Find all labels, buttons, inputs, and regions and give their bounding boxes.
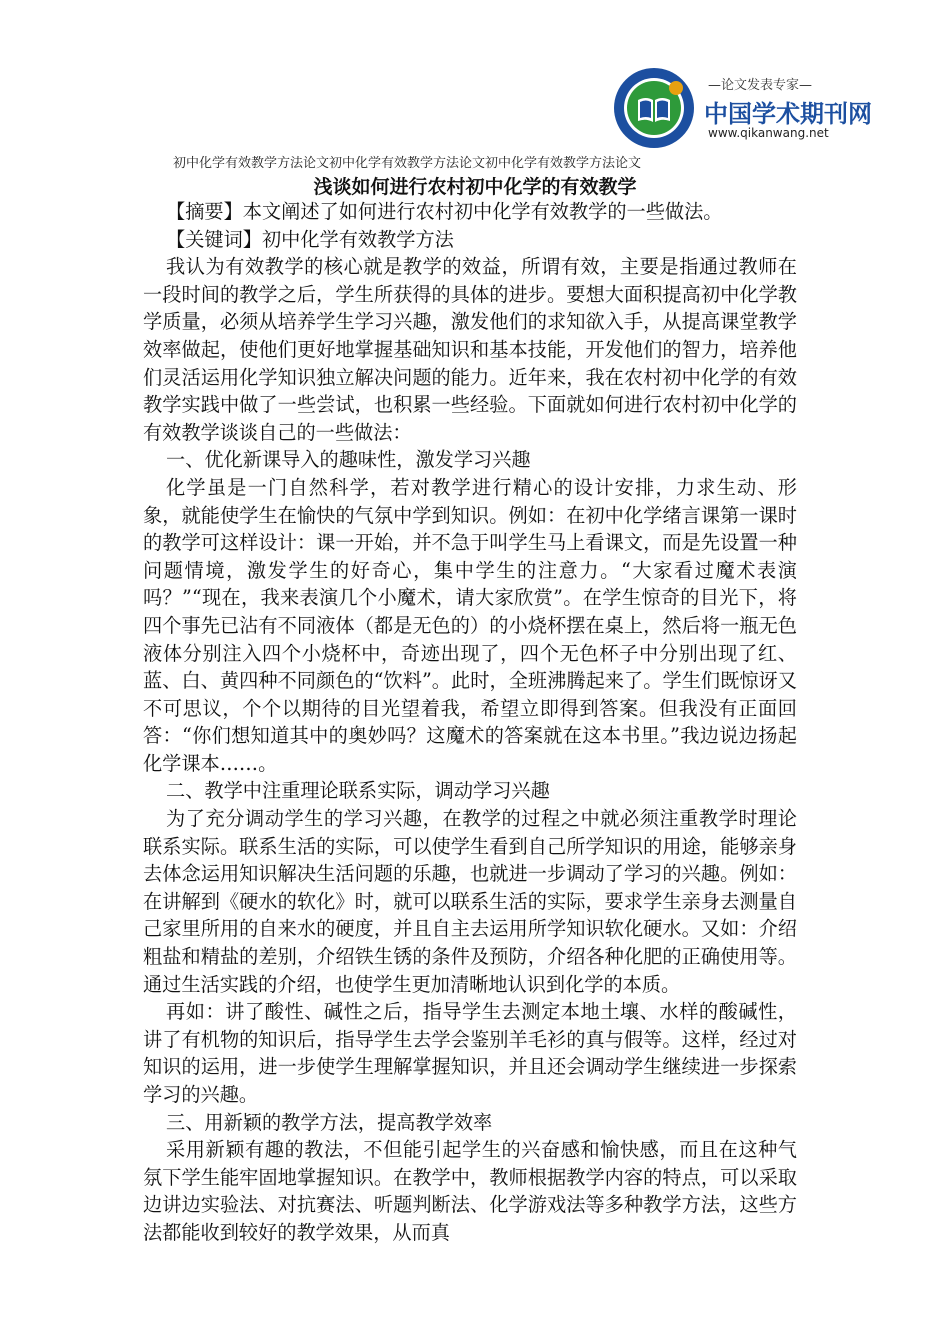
- section-heading: 三、用新颖的教学方法，提高教学效率: [166, 1110, 493, 1134]
- abstract-paragraph: 【摘要】本文阐述了如何进行农村初中化学有效教学的一些做法。: [166, 200, 723, 223]
- section-heading: 一、优化新课导入的趣味性，激发学习兴趣: [166, 448, 531, 472]
- logo-url[interactable]: www.qikanwang.net: [708, 126, 829, 140]
- logo-emblem-icon: [612, 66, 696, 150]
- body-paragraph: 我认为有效教学的核心就是教学的效益，所谓有效，主要是指通过教师在一段时间的教学之后，学生所获得的具体的进步。要想大面积提高初中化学教学质量，必须从培养学生学习兴趣，激发他们的求知欲入手，从提高课堂教学效率做起，使他们更好地掌握基础知识和基本技能，开发他们的智力，培养他们灵活运用化学知识独立解决问题的能力。近年来，我在农村初中化学的有效教学实践中做了一些尝试，也积累一些经验。下面就如何进行农村初中化学的有效教学谈谈自己的一些做法：: [143, 255, 797, 444]
- body-paragraph: 再如：讲了酸性、碱性之后，指导学生去测定本地土壤、水样的酸碱性，讲了有机物的知识后，指导学生去学会鉴别羊毛衫的真与假等。这样，经过对知识的运用，进一步使学生理解掌握知识，并且还会调动学生继续进一步探索学习的兴趣。: [143, 1000, 797, 1106]
- site-logo: [612, 66, 872, 150]
- body-paragraph: 化学虽是一门自然科学，若对教学进行精心的设计安排，力求生动、形象，就能使学生在愉快的气氛中学到知识。例如：在初中化学绪言课第一课时的教学可这样设计：课一开始，并不急于叫学生马上看课文，而是先设置一种问题情境，激发学生的好奇心，集中学生的注意力。“大家看过魔术表演吗？”“现在，我来表演几个小魔术，请大家欣赏”。在学生惊奇的目光下，将四个事先已沾有不同液体（都是无色的）的小烧杯摆在桌上，然后将一瓶无色液体分别注入四个小烧杯中，奇迹出现了，四个无色杯子中分别出现了红、蓝、白、黄四种不同颜色的“饮料”。此时，全班沸腾起来了。学生们既惊讶又不可思议，个个以期待的目光望着我，希望立即得到答案。但我没有正面回答：“你们想知道其中的奥妙吗？这魔术的答案就在这本书里。”我边说边扬起化学课本……。: [143, 475, 797, 775]
- body-paragraph: 为了充分调动学生的学习兴趣，在教学的过程之中就必须注重教学时理论联系实际。联系生活的实际，可以使学生看到自己所学知识的用途，能够亲身去体念运用知识解决生活问题的乐趣，也就进一步调动了学习的兴趣。例如：在讲解到《硬水的软化》时，就可以联系生活的实际，要求学生亲身去测量自己家里所用的自来水的硬度，并且自主去运用所学知识软化硬水。又如：介绍粗盐和精盐的差别，介绍铁生锈的条件及预防，介绍各种化肥的正确使用等。通过生活实践的介绍，也使学生更加清晰地认识到化学的本质。: [143, 807, 797, 996]
- article-body: [143, 198, 797, 1247]
- section-heading: 二、教学中注重理论联系实际，调动学习兴趣: [166, 779, 550, 803]
- keywords-paragraph: 【关键词】初中化学有效教学方法: [166, 227, 454, 251]
- logo-tagline: —论文发表专家—: [708, 78, 813, 93]
- logo-name: 中国学术期刊网: [704, 100, 872, 128]
- article-title: 浅谈如何进行农村初中化学的有效教学: [313, 176, 637, 198]
- body-paragraph: 采用新颖有趣的教法，不但能引起学生的兴奋感和愉快感，而且在这种气氛下学生能牢固地掌握知识。在教学中，教师根据教学内容的特点，可以采取边讲边实验法、对抗赛法、听题判断法、化学游戏法等多种教学方法，这些方法都能收到较好的教学效果，从而真: [143, 1138, 797, 1244]
- running-header: 初中化学有效教学方法论文初中化学有效教学方法论文初中化学有效教学方法论文: [173, 156, 642, 171]
